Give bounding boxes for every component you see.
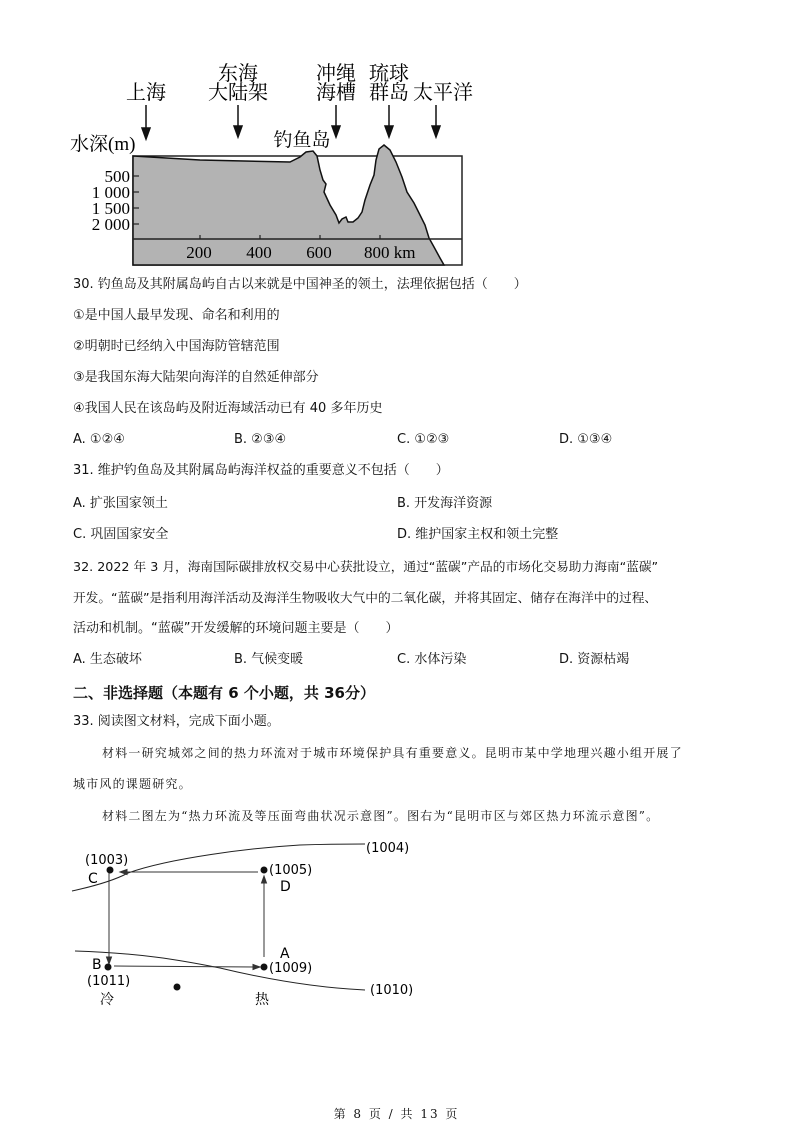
q31-option-d: D. 维护国家主权和领土完整: [397, 527, 559, 542]
seabed-profile-figure: [0, 0, 793, 275]
q32-stem-line-1: 32. 2022 年 3 月，海南国际碳排放权交易中心获批设立，通过“蓝碳”产品的市场化交易助力海南“蓝碳”: [73, 559, 659, 574]
point-a-pressure: (1009): [269, 961, 313, 976]
q30-stem: 30. 钓鱼岛及其附属岛屿自古以来就是中国神圣的领土，法理依据包括（ ）: [73, 277, 527, 292]
section-title: 二、非选择题（本题有 6 个小题，共 36分）: [73, 684, 375, 702]
point-a-dot: [261, 964, 268, 971]
label-ryukyu-1: 琉球: [369, 63, 409, 85]
y-tick-500: 500: [104, 167, 130, 186]
q31-stem: 31. 维护钓鱼岛及其附属岛屿海洋权益的重要意义不包括（ ）: [73, 463, 449, 478]
q30-option-c: C. ①②③: [397, 432, 450, 447]
point-d-label: D: [280, 879, 291, 895]
label-diaoyu-island: 钓鱼岛: [273, 130, 331, 151]
thermal-circulation-diagram: [0, 830, 793, 1020]
q33-material1-line-1: 材料一研究城郊之间的热力环流对于城市环境保护具有重要意义。昆明市某中学地理兴趣小组开展了: [102, 746, 683, 760]
point-b-dot: [105, 964, 112, 971]
x-tick-200: 200: [186, 243, 212, 262]
q32-option-d: D. 资源枯竭: [559, 652, 630, 667]
lower-isobar-label: (1010): [370, 983, 414, 998]
q31-option-c: C. 巩固国家安全: [73, 527, 169, 542]
middle-dot: [174, 984, 181, 991]
hot-label: 热: [255, 992, 269, 1008]
cold-label: 冷: [100, 992, 114, 1008]
x-tick-400: 400: [246, 243, 272, 262]
y-tick-1000: 1 000: [91, 183, 130, 202]
q33-material2: 材料二图左为“热力环流及等压面弯曲状况示意图”。图右为“昆明市区与郊区热力环流示意图”。: [102, 809, 660, 823]
q33-stem: 33. 阅读图文材料，完成下面小题。: [73, 714, 280, 729]
label-donghai-2: 大陆架: [208, 82, 268, 104]
q30-item-1: ①是中国人最早发现、命名和利用的: [73, 308, 280, 323]
q32-stem-line-3: 活动和机制。“蓝碳”开发缓解的环境问题主要是（ ）: [73, 621, 399, 636]
point-a-label: A: [280, 946, 290, 962]
label-okinawa-trough-1: 冲绳: [316, 63, 356, 85]
point-b-label: B: [92, 957, 102, 973]
label-okinawa-trough-2: 海槽: [316, 82, 356, 104]
q30-option-b: B. ②③④: [234, 432, 287, 447]
page-number: 第 8 页 / 共 13 页: [333, 1107, 460, 1121]
q32-option-c: C. 水体污染: [397, 652, 467, 667]
q30-item-3: ③是我国东海大陆架向海洋的自然延伸部分: [73, 370, 319, 385]
point-d-pressure: (1005): [269, 863, 313, 878]
x-tick-600: 600: [306, 243, 332, 262]
point-d-dot: [261, 867, 268, 874]
q30-option-a: A. ①②④: [73, 432, 125, 447]
point-b-pressure: (1011): [87, 974, 131, 989]
q32-option-a: A. 生态破坏: [73, 652, 142, 667]
x-tick-800km: 800 km: [364, 243, 416, 262]
q30-item-4: ④我国人民在该岛屿及附近海域活动已有 40 多年历史: [73, 401, 383, 416]
q30-item-2: ②明朝时已经纳入中国海防管辖范围: [73, 339, 280, 354]
label-donghai-1: 东海: [218, 63, 258, 85]
q32-option-b: B. 气候变暖: [234, 652, 304, 667]
upper-isobar-label: (1004): [366, 841, 410, 856]
q31-option-b: B. 开发海洋资源: [397, 496, 493, 511]
q33-material1-line-2: 城市风的课题研究。: [73, 777, 192, 791]
q30-option-d: D. ①③④: [559, 432, 613, 447]
point-c-label: C: [88, 871, 98, 887]
q31-option-a: A. 扩张国家领土: [73, 496, 168, 511]
y-tick-2000: 2 000: [91, 215, 130, 234]
label-ryukyu-2: 群岛: [369, 82, 409, 104]
y-axis-title: 水深(m): [70, 134, 136, 155]
label-shanghai: 上海: [126, 82, 166, 104]
y-tick-1500: 1 500: [91, 199, 130, 218]
label-pacific: 太平洋: [413, 82, 473, 104]
point-c-pressure: (1003): [85, 853, 129, 868]
q32-stem-line-2: 开发。“蓝碳”是指利用海洋活动及海洋生物吸收大气中的二氧化碳，并将其固定、储存在海洋中的过程、: [73, 590, 658, 605]
